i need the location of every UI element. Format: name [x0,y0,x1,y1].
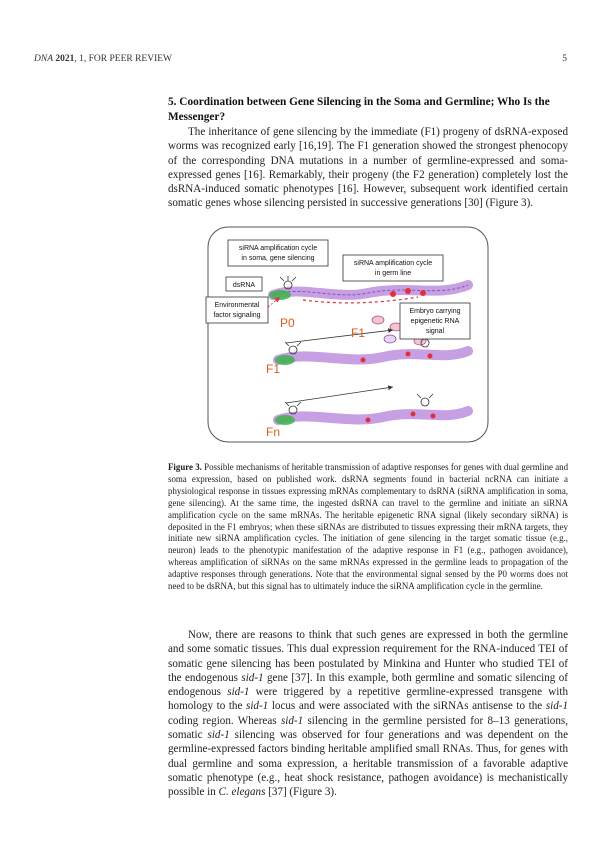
box-soma-cycle [228,240,328,266]
paragraph-1: The inheritance of gene silencing by the immediate (F1) progeny of dsRNA-exposed worms was recognized early [16,19]. The F1 generation showed the strongest phenocopy of the corresponding DNA mutations in a number of germline-expressed and soma-expressed genes [16]. Remarkably, their progeny (the F2 generation) completely lost the dsRNA-induced somatic phenotypes [16]. However, subsequent work identified certain somatic genes whose silencing persisted in successive generations [30] (Figure 3). [168,126,568,210]
label-f1-top: F1 [351,326,366,340]
section-title: 5. Coordination between Gene Silencing in the Soma and Germline; Who Is the Messenger? [168,96,550,123]
box-env-signaling [206,297,268,323]
svg-text:signal: signal [425,328,445,335]
running-head: DNA 2021, 1, FOR PEER REVIEW [34,54,173,64]
svg-text:in soma, gene silencing: in soma, gene silencing [241,255,315,262]
page-number: 5 [562,54,567,64]
svg-text:epigenetic RNA: epigenetic RNA [410,318,460,325]
svg-text:siRNA amplification cycle: siRNA amplification cycle [238,245,318,252]
svg-text:dsRNA: dsRNA [232,282,256,289]
svg-text:Environmental: Environmental [214,302,260,309]
svg-text:siRNA amplification cycle: siRNA amplification cycle [353,260,433,267]
figure-caption: Figure 3. Possible mechanisms of heritable transmission of adaptive responses for genes with dual germline and soma expression, based on published work. dsRNA segments found in bacterial ncRNA can initiate a physiological response in tissues expressing mRNAs complementary to dsRNA (siRNA amplification in soma, gene silencing). At the same time, the ingested dsRNA can travel to the germline and initiate an siRNA amplification cycle on the same mRNAs. The heritable epigenetic RNA signal (likely secondary siRNA) is deposited in the F1 embryos; when these siRNAs are distributed to tissues expressing their mRNA targets, they initiate new siRNA amplification cycles. The initiation of gene silencing in the target somatic tissue (e.g., neuron) leads to the phenotypic manifestation of the adaptive response in F1 (e.g., pathogen avoidance), whereas amplification of siRNAs on the same mRNAs expressed in the germline leads to propagation of the adaptive responses through generations. Note that the environmental signal sensed by the P0 worms does not need to be dsRNA, but this signal has to ultimately induce the siRNA amplification cycle in the germline. [168,462,569,592]
figure-3 [168,215,568,455]
svg-text:factor signaling: factor signaling [213,312,261,319]
box-germ-cycle [343,255,443,281]
label-f1: F1 [266,362,281,376]
label-fn: Fn [266,425,281,439]
figure-diagram [168,215,568,455]
svg-text:in germ line: in germ line [374,270,412,277]
label-p0: P0 [280,316,295,330]
svg-text:Embryo carrying: Embryo carrying [409,308,461,315]
paragraph-2: Now, there are reasons to think that such genes are expressed in both the germline and some somatic tissues. This dual expression requirement for the RNA-induced TEI of somatic gene silencing has been postulated by Minkina and Hunter who studied TEI of the endogenous sid-1 gene [37]. In this example, both germline and somatic silencing of endogenous sid-1 were triggered by a repetitive germline-expressed transgene with homology to the sid-1 locus and were associated with the siRNAs antisense to the sid-1 coding region. Whereas sid-1 silencing in the germline persisted for 8–13 generations, somatic sid-1 silencing was observed for four generations and was dependent on the germline-expressed factors binding heritable amplified small RNAs. Thus, for genes with dual germline and soma expression, a heritable transmission of a favorable adaptive somatic phenotype (e.g., heat shock resistance, pathogen avoidance) is mechanistically possible in C. elegans [37] (Figure 3). [168,629,568,799]
